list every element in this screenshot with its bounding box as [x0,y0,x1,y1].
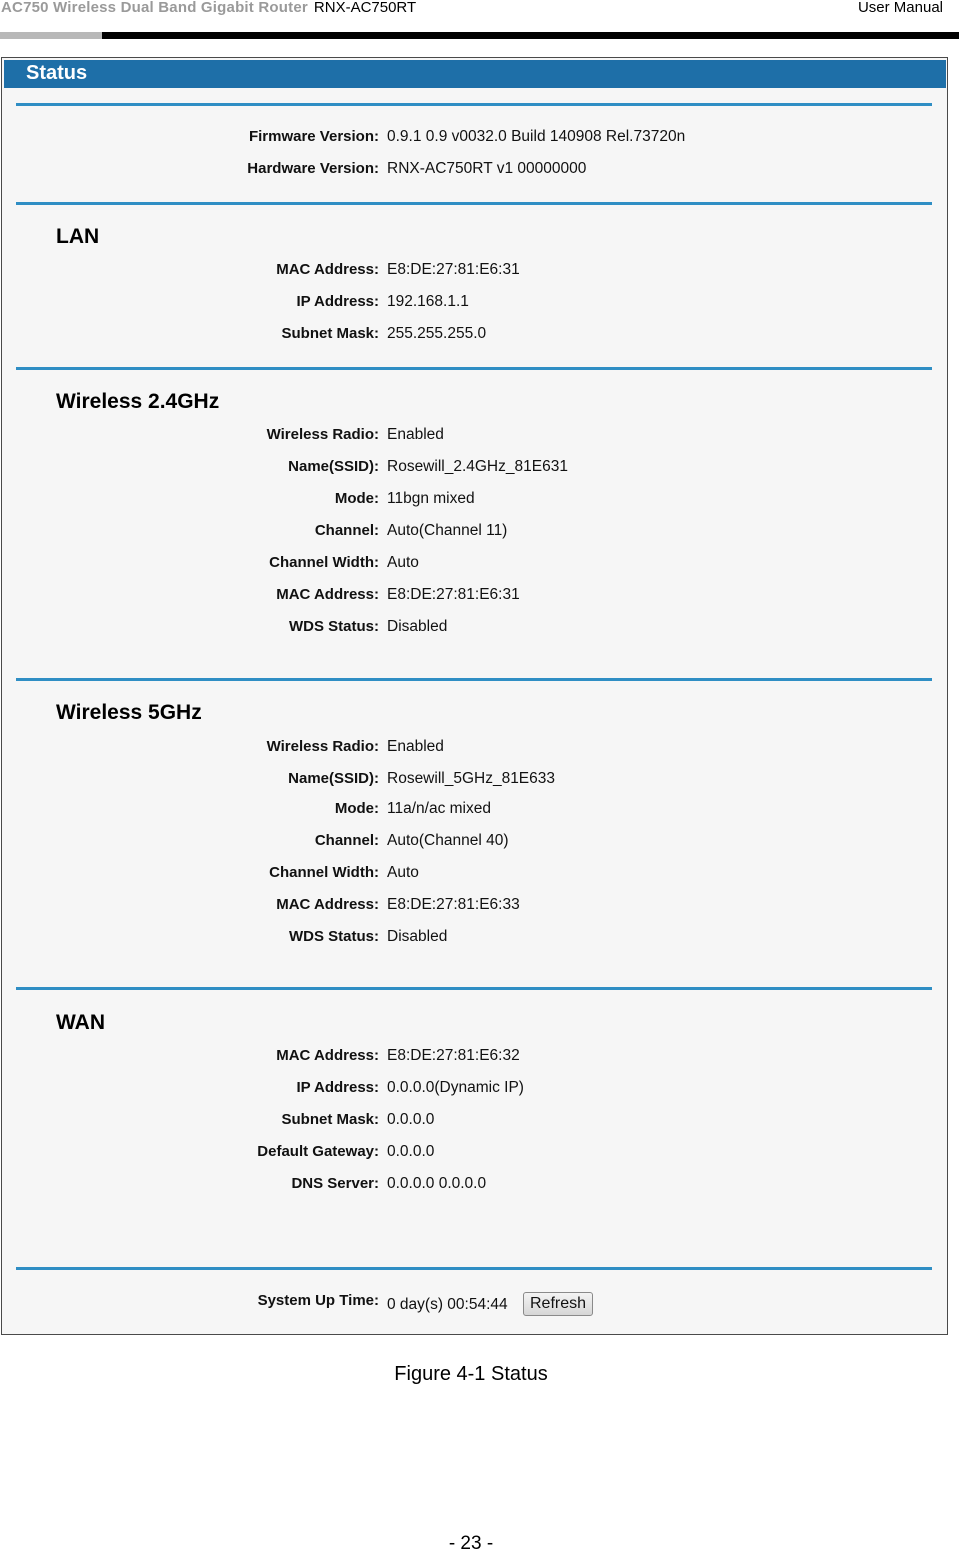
wireless24-channel-label: Channel: [314,522,379,539]
wireless24-wds-value: Disabled [387,618,448,635]
header-rule-black [102,32,959,39]
firmware-value: 0.9.1 0.9 v0032.0 Build 140908 Rel.73720n [387,128,686,145]
separator-wireless24 [16,367,932,370]
wireless5-wds-label: WDS Status: [289,928,379,945]
uptime-label: System Up Time: [257,1292,379,1309]
wan-mac-value: E8:DE:27:81:E6:32 [387,1047,520,1064]
lan-subnet-label: Subnet Mask: [281,325,379,342]
model-name: RNX-AC750RT [313,0,417,16]
wireless5-radio-label: Wireless Radio: [266,738,379,755]
lan-ip-value: 192.168.1.1 [387,293,469,310]
wan-dns-label: DNS Server: [291,1175,379,1192]
separator-wireless5 [16,678,932,681]
lan-subnet-value: 255.255.255.0 [387,325,487,342]
wireless24-ssid-label: Name(SSID): [288,458,379,475]
wireless5-width-label: Channel Width: [269,864,379,881]
wan-ip-label: IP Address: [296,1079,379,1096]
separator-top [16,103,932,106]
lan-mac-value: E8:DE:27:81:E6:31 [387,261,520,278]
wireless5-mode-label: Mode: [334,800,379,817]
lan-mac-label: MAC Address: [276,261,379,278]
wireless24-title: Wireless 2.4GHz [56,390,220,413]
hardware-value: RNX-AC750RT v1 00000000 [387,160,587,177]
wireless5-ssid-value: Rosewill_5GHz_81E633 [387,770,556,787]
wireless5-channel-label: Channel: [314,832,379,849]
separator-lan [16,202,932,205]
header-rule-grey [0,32,102,39]
uptime-value: 0 day(s) 00:54:44 [387,1296,508,1313]
wireless24-mode-value: 11bgn mixed [387,490,475,507]
wan-subnet-value: 0.0.0.0 [387,1111,435,1128]
wan-title: WAN [56,1011,105,1034]
wireless5-title: Wireless 5GHz [56,701,202,724]
wireless5-wds-value: Disabled [387,928,448,945]
separator-wan [16,987,932,990]
wan-dns-value: 0.0.0.0 0.0.0.0 [387,1175,487,1192]
wireless5-mode-value: 11a/n/ac mixed [387,800,491,817]
wan-gateway-label: Default Gateway: [257,1143,379,1160]
wireless24-width-label: Channel Width: [269,554,379,571]
wireless5-mac-value: E8:DE:27:81:E6:33 [387,896,520,913]
wireless24-radio-label: Wireless Radio: [266,426,379,443]
product-name: AC750 Wireless Dual Band Gigabit Router [1,0,308,16]
wireless5-width-value: Auto [387,864,419,881]
status-panel [1,57,948,1335]
wan-subnet-label: Subnet Mask: [281,1111,379,1128]
wireless24-mac-value: E8:DE:27:81:E6:31 [387,586,520,603]
wireless5-radio-value: Enabled [387,738,444,755]
wan-ip-value: 0.0.0.0(Dynamic IP) [387,1079,524,1096]
wireless5-channel-value: Auto(Channel 40) [387,832,509,849]
separator-uptime [16,1267,932,1270]
wireless24-width-value: Auto [387,554,419,571]
firmware-label: Firmware Version: [248,128,379,145]
wireless5-mac-label: MAC Address: [276,896,379,913]
manual-label: User Manual [857,0,943,16]
status-titlebar [4,60,946,88]
wan-mac-label: MAC Address: [276,1047,379,1064]
lan-ip-label: IP Address: [296,293,379,310]
lan-title: LAN [56,225,100,248]
wireless24-mode-label: Mode: [334,490,379,507]
hardware-label: Hardware Version: [247,160,379,177]
header-title [1,0,416,16]
refresh-button[interactable]: Refresh [523,1292,593,1316]
document-header [0,0,959,40]
wireless5-ssid-label: Name(SSID): [288,770,379,787]
page-number: - 23 - [448,1533,494,1554]
wireless24-mac-label: MAC Address: [276,586,379,603]
status-title: Status [26,62,88,84]
wireless24-radio-value: Enabled [387,426,444,443]
wireless24-wds-label: WDS Status: [289,618,379,635]
wan-gateway-value: 0.0.0.0 [387,1143,435,1160]
wireless24-channel-value: Auto(Channel 11) [387,522,508,539]
figure-caption: Figure 4-1 Status [394,1363,548,1385]
wireless24-ssid-value: Rosewill_2.4GHz_81E631 [387,458,568,475]
